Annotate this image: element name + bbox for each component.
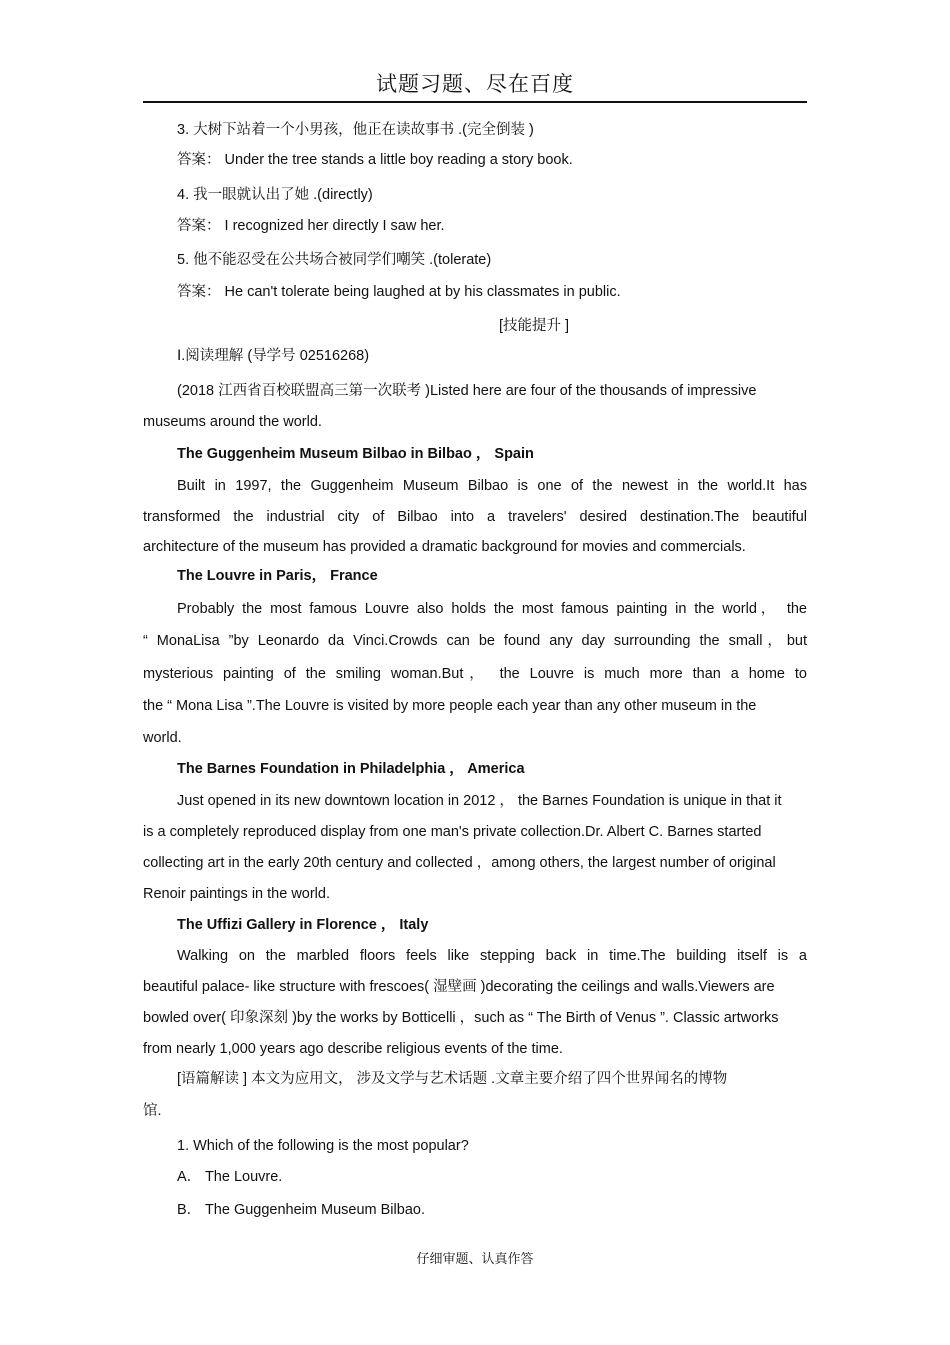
paragraph-line: “ MonaLisa ”by Leonardo da Vinci.Crowds can be found any day surrounding the small，but (143, 633, 807, 649)
answer-4: 答案： I recognized her directly I saw her. (177, 218, 445, 234)
paragraph-line: Just opened in its new downtown location in 2012 ， the Barnes Foundation is unique in that it (177, 793, 782, 809)
reading-section-title: Ⅰ.阅读理解 (导学号 02516268) (177, 348, 370, 364)
page-header-title: 试题习题、尽在百度 (376, 72, 574, 96)
option-b: B． The Guggenheim Museum Bilbao. (177, 1202, 425, 1218)
exercise-5: 5. 他不能忍受在公共场合被同学们嘲笑 .(tolerate) (177, 252, 492, 268)
museum-heading-bilbao: The Guggenheim Museum Bilbao in Bilbao ， Spain (177, 446, 534, 462)
exercise-3: 3. 大树下站着一个小男孩，他正在读故事书 .(完全倒装 ) (177, 122, 534, 138)
paragraph-line: world. (143, 730, 182, 746)
paragraph-line: architecture of the museum has provided a dramatic background for movies and commercials. (143, 539, 746, 555)
paragraph-line: collecting art in the early 20th century and collected ，among others, the largest number of original (143, 855, 776, 871)
paragraph-line: is a completely reproduced display from one man's private collection.Dr. Albert C. Barnes started (143, 824, 762, 840)
paragraph-line: the “ Mona Lisa ”.The Louvre is visited by more people each year than any other museum in the (143, 698, 757, 714)
page-footer: 仔细审题、认真作答 (416, 1252, 534, 1267)
answer-5: 答案： He can't tolerate being laughed at by his classmates in public. (177, 284, 621, 300)
header-divider (143, 101, 807, 103)
passage-intro: (2018 江西省百校联盟高三第一次联考 )Listed here are four of the thousands of impressive (177, 383, 757, 399)
paragraph-line: Renoir paintings in the world. (143, 886, 330, 902)
passage-analysis: [语篇解读 ] 本文为应用文， 涉及文学与艺术话题 .文章主要介绍了四个世界闻名的博物 (177, 1071, 728, 1087)
paragraph-line: Probably the most famous Louvre also holds the most famous painting in the world， the (177, 601, 807, 617)
paragraph-line: beautiful palace- like structure with frescoes( 湿壁画 )decorating the ceilings and walls.Viewers are (143, 979, 775, 995)
passage-intro-cont: museums around the world. (143, 414, 322, 430)
paragraph-line: Built in 1997, the Guggenheim Museum Bilbao is one of the newest in the world.It has (177, 478, 807, 494)
option-a: A． The Louvre. (177, 1169, 283, 1185)
museum-heading-louvre: The Louvre in Paris， France (177, 568, 378, 584)
paragraph-line: bowled over( 印象深刻 )by the works by Botticelli ，such as “ The Birth of Venus ”. Classic artworks (143, 1010, 779, 1026)
paragraph-line: mysterious painting of the smiling woman.But， the Louvre is much more than a home to (143, 666, 807, 682)
section-skill-heading: [技能提升 ] (498, 318, 570, 334)
paragraph-line: from nearly 1,000 years ago describe religious events of the time. (143, 1041, 563, 1057)
passage-analysis-cont: 馆. (143, 1103, 162, 1119)
museum-heading-uffizi: The Uffizi Gallery in Florence ， Italy (177, 917, 429, 933)
paragraph-line: transformed the industrial city of Bilbao into a travelers' desired destination.The beautiful (143, 509, 807, 525)
museum-heading-barnes: The Barnes Foundation in Philadelphia ， America (177, 761, 525, 777)
exercise-4: 4. 我一眼就认出了她 .(directly) (177, 187, 373, 203)
paragraph-line: Walking on the marbled floors feels like stepping back in time.The building itself is a (177, 948, 807, 964)
question-1: 1. Which of the following is the most popular? (177, 1138, 469, 1154)
answer-3: 答案： Under the tree stands a little boy reading a story book. (177, 152, 573, 168)
